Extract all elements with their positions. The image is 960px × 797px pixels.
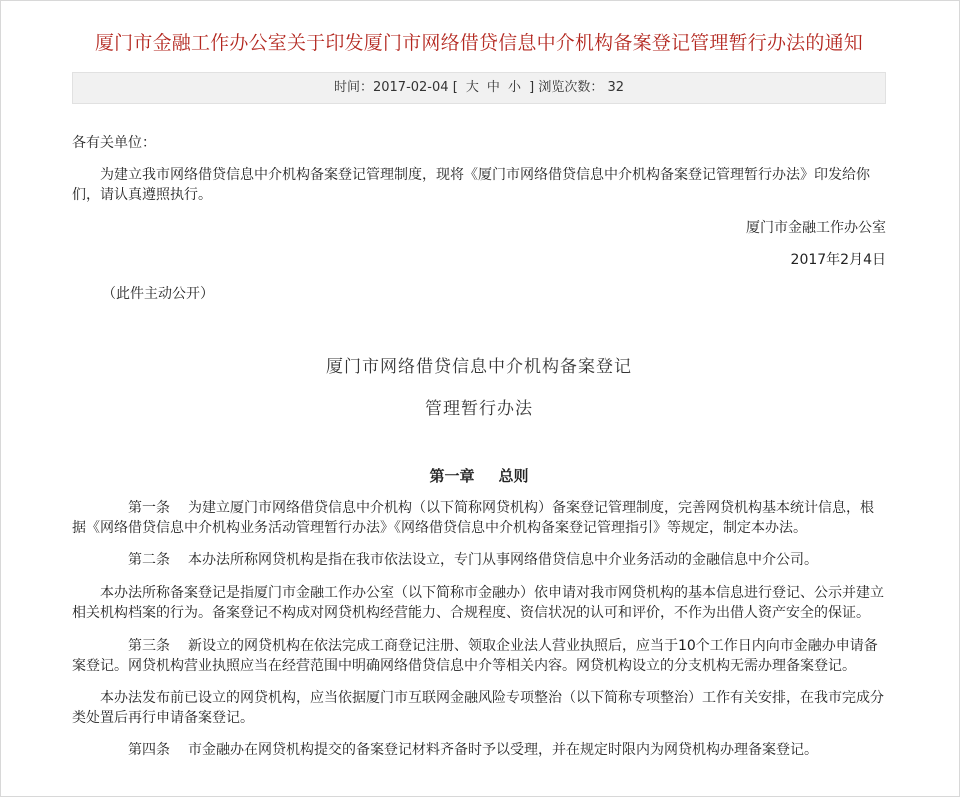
document-title: 厦门市金融工作办公室关于印发厦门市网络借贷信息中介机构备案登记管理暂行办法的通知	[94, 32, 863, 54]
article-label: 第二条	[128, 552, 170, 568]
font-size-medium-link[interactable]: 中	[486, 80, 500, 95]
article-text: 本办法发布前已设立的网贷机构，应当依据厦门市互联网金融风险专项整治（以下简称专项整治）工作有关安排，在我市完成分类处置后再行申请备案登记。	[72, 690, 884, 726]
font-size-small-link[interactable]: 小	[507, 80, 521, 95]
chapter-name: 总则	[498, 467, 529, 485]
signer: 厦门市金融工作办公室	[746, 220, 886, 236]
article-2	[72, 550, 886, 570]
font-size-large-link[interactable]: 大	[465, 80, 479, 95]
article-text: 新设立的网贷机构在依法完成工商登记注册、领取企业法人营业执照后，应当于10个工作日内向市金融办申请备案登记。网贷机构营业执照应当在经营范围中明确网络借贷信息中介等相关内容。网贷机构设立的分支机构无需办理备案登记。	[72, 638, 878, 674]
article-2-paragraph-2	[72, 583, 886, 623]
views-count: 32	[607, 80, 625, 95]
disclosure-note: （此件主动公开）	[102, 286, 214, 302]
views-label: 浏览次数：	[538, 80, 604, 95]
article-1	[72, 498, 886, 538]
article-3	[72, 636, 886, 676]
measures-title-line-1: 厦门市网络借贷信息中介机构备案登记	[326, 357, 632, 377]
article-text: 市金融办在网贷机构提交的备案登记材料齐备时予以受理，并在规定时限内为网贷机构办理备案登记。	[188, 742, 818, 758]
measures-title-line-2: 管理暂行办法	[425, 399, 533, 419]
article-3-paragraph-2	[72, 688, 886, 728]
signing-date: 2017年2月4日	[790, 252, 886, 268]
meta-bar	[72, 72, 886, 104]
intro-paragraph: 为建立我市网络借贷信息中介机构备案登记管理制度，现将《厦门市网络借贷信息中介机构备案登记管理暂行办法》印发给你们，请认真遵照执行。	[72, 167, 870, 203]
article-label: 第一条	[128, 500, 170, 516]
article-text: 本办法所称备案登记是指厦门市金融工作办公室（以下简称市金融办）依申请对我市网贷机构的基本信息进行登记、公示并建立相关机构档案的行为。备案登记不构成对网贷机构经营能力、合规程度、资信状况的认可和评价，不作为出借人资产安全的保证。	[72, 585, 884, 621]
publish-date: 2017-02-04	[372, 80, 449, 95]
article-text: 为建立厦门市网络借贷信息中介机构（以下简称网贷机构）备案登记管理制度，完善网贷机构基本统计信息，根据《网络借贷信息中介机构业务活动管理暂行办法》《网络借贷信息中介机构备案登记管理指引》等规定，制定本办法。	[72, 500, 874, 536]
article-4	[72, 740, 886, 760]
bracket-close: ]	[529, 80, 535, 95]
article-text: 本办法所称网贷机构是指在我市依法设立，专门从事网络借贷信息中介业务活动的金融信息中介公司。	[188, 552, 818, 568]
bracket-open: [	[452, 80, 458, 95]
chapter-number: 第一章	[429, 467, 475, 485]
chapter-heading	[72, 465, 886, 486]
article-label: 第四条	[128, 742, 170, 758]
article-label: 第三条	[128, 638, 170, 654]
salutation: 各有关单位：	[72, 135, 156, 151]
time-label: 时间：	[333, 80, 373, 95]
